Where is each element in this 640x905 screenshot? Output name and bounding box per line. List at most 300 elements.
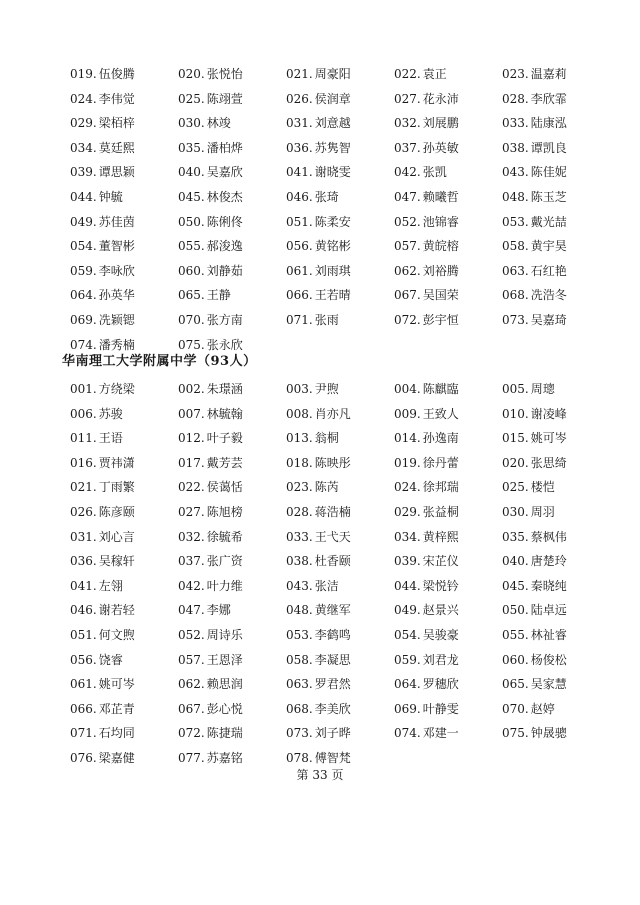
entry-name: 苏佳茵	[98, 214, 135, 229]
entry-name: 张雨	[314, 312, 339, 327]
entry-number: 064.	[394, 677, 421, 692]
entry-name: 温嘉莉	[530, 67, 567, 81]
list-item	[394, 259, 502, 284]
list-item	[178, 136, 286, 161]
entry-number: 042.	[394, 165, 421, 180]
entry-name: 黄继军	[314, 603, 351, 618]
list-item	[394, 160, 502, 185]
entry-number: 067.	[394, 288, 421, 303]
entry-name: 吴嘉欣	[206, 165, 243, 180]
entry-number: 010.	[502, 406, 529, 421]
entry-number: 055.	[502, 627, 529, 642]
entry-number: 033.	[502, 116, 529, 131]
entry-name: 肖亦凡	[314, 406, 351, 421]
entry-name: 楼恺	[530, 480, 555, 495]
entry-number: 075.	[502, 726, 529, 741]
entry-name: 杨俊松	[530, 652, 567, 667]
list-item	[502, 623, 610, 648]
entry-number: 039.	[70, 165, 97, 180]
list-item	[178, 111, 286, 136]
list-item	[394, 549, 502, 574]
entry-number: 016.	[70, 455, 97, 470]
entry-number: 014.	[394, 431, 421, 446]
entry-number: 017.	[178, 455, 205, 470]
entry-number: 032.	[394, 116, 421, 131]
list-item	[70, 574, 178, 599]
entry-name: 尹煦	[314, 382, 339, 396]
list-item	[394, 672, 502, 697]
entry-number: 077.	[178, 750, 205, 765]
list-item	[178, 160, 286, 185]
entry-name: 谢凌峰	[530, 406, 567, 421]
entry-name: 黄梓熙	[422, 529, 459, 544]
entry-name: 叶静雯	[422, 701, 459, 716]
entry-number: 041.	[286, 165, 313, 180]
entry-number: 073.	[502, 312, 529, 327]
entry-name: 陈佳妮	[530, 165, 567, 180]
entry-number: 041.	[70, 578, 97, 593]
entry-name: 陈麒臨	[422, 382, 459, 396]
entry-number: 022.	[178, 480, 205, 495]
entry-name: 苏嘉铭	[206, 750, 243, 765]
list-item	[394, 697, 502, 722]
entry-number: 051.	[70, 627, 97, 642]
entry-name: 钟晟骢	[530, 726, 567, 741]
entry-number: 031.	[286, 116, 313, 131]
list-item	[502, 136, 610, 161]
list-item	[502, 721, 610, 746]
list-item	[286, 475, 394, 500]
entry-name: 吴国荣	[422, 288, 459, 303]
entry-name: 石红艳	[530, 263, 567, 278]
entry-number: 003.	[286, 382, 313, 396]
entry-name: 丁雨繁	[98, 480, 135, 495]
list-item	[502, 475, 610, 500]
entry-name: 王致人	[422, 406, 459, 421]
entry-name: 赖思润	[206, 677, 243, 692]
entry-name: 王语	[98, 431, 123, 446]
list-item	[286, 697, 394, 722]
entry-name: 刘展鹏	[422, 116, 459, 131]
entry-name: 吴稼轩	[98, 554, 135, 569]
entry-name: 陈柔安	[314, 214, 351, 229]
entry-number: 002.	[178, 382, 205, 396]
entry-name: 梁悦钤	[422, 578, 459, 593]
list-item	[70, 697, 178, 722]
entry-number: 059.	[70, 263, 97, 278]
entry-number: 075.	[178, 337, 205, 352]
entry-number: 064.	[70, 288, 97, 303]
entry-number: 032.	[178, 529, 205, 544]
entry-name: 唐楚玲	[530, 554, 567, 569]
list-item	[286, 87, 394, 112]
entry-name: 翁桐	[314, 431, 339, 446]
list-item	[286, 598, 394, 623]
entry-name: 杜香颐	[314, 554, 351, 569]
entry-number: 065.	[502, 677, 529, 692]
entry-name: 陈捷瑞	[206, 726, 243, 741]
entry-number: 052.	[394, 214, 421, 229]
list-item	[502, 185, 610, 210]
entry-name: 何文煦	[98, 627, 135, 642]
list-item	[502, 451, 610, 476]
entry-name: 吴嘉琦	[530, 312, 567, 327]
entry-name: 刘心言	[98, 529, 135, 544]
entry-name: 叶力维	[206, 578, 243, 593]
list-item	[70, 283, 178, 308]
entry-name: 梁栢梓	[98, 116, 135, 131]
entry-number: 027.	[178, 504, 205, 519]
entry-name: 周诗乐	[206, 627, 243, 642]
entry-number: 027.	[394, 91, 421, 106]
entry-number: 066.	[286, 288, 313, 303]
entry-name: 孙英敏	[422, 140, 459, 155]
entry-name: 苏骏	[98, 406, 123, 421]
list-item	[502, 62, 610, 87]
entry-name: 张思绮	[530, 455, 567, 470]
list-item	[70, 111, 178, 136]
list-item	[70, 160, 178, 185]
entry-number: 022.	[394, 67, 421, 81]
list-item	[178, 185, 286, 210]
list-item	[394, 234, 502, 259]
entry-name: 钟毓	[98, 189, 123, 204]
entry-number: 048.	[502, 189, 529, 204]
entry-name: 吴家慧	[530, 677, 567, 692]
entry-number: 072.	[394, 312, 421, 327]
list-item	[394, 62, 502, 87]
list-item	[286, 574, 394, 599]
list-item	[394, 623, 502, 648]
entry-name: 陈玉芝	[530, 189, 567, 204]
list-item	[70, 87, 178, 112]
entry-name: 潘柏烨	[206, 140, 243, 155]
list-item	[502, 426, 610, 451]
entry-number: 024.	[394, 480, 421, 495]
entry-name: 王弋天	[314, 529, 351, 544]
list-item	[502, 259, 610, 284]
list-item	[286, 525, 394, 550]
entry-name: 董智彬	[98, 239, 135, 254]
entry-name: 宋芷仪	[422, 554, 459, 569]
entry-number: 039.	[394, 554, 421, 569]
entry-number: 008.	[286, 406, 313, 421]
entry-name: 刘静茹	[206, 263, 243, 278]
entry-number: 026.	[70, 504, 97, 519]
list-item	[178, 426, 286, 451]
list-item	[286, 259, 394, 284]
entry-name: 徐丹蕾	[422, 455, 459, 470]
entry-name: 林祉睿	[530, 627, 567, 642]
entry-number: 001.	[70, 382, 97, 396]
entry-name: 周璁	[530, 382, 555, 396]
list-item	[70, 185, 178, 210]
list-item	[286, 402, 394, 427]
entry-name: 陆康泓	[530, 116, 567, 131]
entry-name: 赵景兴	[422, 603, 459, 618]
list-item	[178, 308, 286, 333]
entry-name: 李凝思	[314, 652, 351, 667]
entry-number: 040.	[178, 165, 205, 180]
entry-name: 郝浚逸	[206, 239, 243, 254]
list-item	[286, 623, 394, 648]
list-item	[502, 377, 610, 402]
list-item	[70, 549, 178, 574]
page-number: 第 33 页	[296, 768, 344, 782]
entry-name: 罗君然	[314, 677, 351, 692]
entry-name: 伍俊腾	[98, 67, 135, 81]
entry-name: 赖曦哲	[422, 189, 459, 204]
entry-number: 056.	[286, 239, 313, 254]
entry-number: 065.	[178, 288, 205, 303]
entry-name: 姚可岑	[98, 677, 135, 692]
entry-number: 029.	[394, 504, 421, 519]
entry-number: 069.	[70, 312, 97, 327]
entry-name: 罗穗欣	[422, 677, 459, 692]
entry-name: 谭凯良	[530, 140, 567, 155]
entry-name: 侯润章	[314, 91, 351, 106]
name-list-school	[70, 377, 610, 771]
entry-number: 043.	[502, 165, 529, 180]
entry-number: 035.	[502, 529, 529, 544]
entry-name: 王静	[206, 288, 231, 303]
list-item	[178, 697, 286, 722]
entry-number: 019.	[70, 67, 97, 81]
entry-name: 张益桐	[422, 504, 459, 519]
entry-number: 051.	[286, 214, 313, 229]
list-item	[178, 500, 286, 525]
list-item	[70, 234, 178, 259]
list-item	[178, 623, 286, 648]
list-item	[178, 475, 286, 500]
entry-name: 刘雨琪	[314, 263, 351, 278]
entry-number: 058.	[286, 652, 313, 667]
entry-number: 009.	[394, 406, 421, 421]
entry-name: 黄皖榕	[422, 239, 459, 254]
list-item	[502, 308, 610, 333]
entry-name: 贾祎潇	[98, 455, 135, 470]
entry-number: 050.	[502, 603, 529, 618]
entry-name: 叶子毅	[206, 431, 243, 446]
entry-number: 021.	[286, 67, 313, 81]
list-item	[178, 549, 286, 574]
list-item	[286, 648, 394, 673]
list-item	[394, 402, 502, 427]
list-item	[178, 721, 286, 746]
entry-number: 025.	[178, 91, 205, 106]
entry-number: 053.	[286, 627, 313, 642]
entry-name: 张悦怡	[206, 67, 243, 81]
entry-number: 063.	[502, 263, 529, 278]
entry-name: 谢若轻	[98, 603, 135, 618]
entry-number: 042.	[178, 578, 205, 593]
list-item	[178, 377, 286, 402]
entry-name: 冼浩冬	[530, 288, 567, 303]
entry-number: 045.	[178, 189, 205, 204]
list-item	[70, 721, 178, 746]
entry-name: 石均同	[98, 726, 135, 741]
entry-number: 068.	[286, 701, 313, 716]
entry-name: 林毓翰	[206, 406, 243, 421]
entry-number: 054.	[394, 627, 421, 642]
entry-number: 006.	[70, 406, 97, 421]
entry-number: 068.	[502, 288, 529, 303]
list-item	[502, 574, 610, 599]
entry-number: 072.	[178, 726, 205, 741]
list-item	[286, 721, 394, 746]
entry-number: 043.	[286, 578, 313, 593]
list-item	[70, 525, 178, 550]
list-item	[502, 234, 610, 259]
entry-number: 031.	[70, 529, 97, 544]
entry-number: 055.	[178, 239, 205, 254]
entry-number: 061.	[286, 263, 313, 278]
entry-number: 012.	[178, 431, 205, 446]
list-item	[394, 574, 502, 599]
list-item	[70, 672, 178, 697]
entry-name: 谢晓雯	[314, 165, 351, 180]
entry-number: 071.	[286, 312, 313, 327]
entry-number: 052.	[178, 627, 205, 642]
entry-number: 020.	[502, 455, 529, 470]
entry-name: 彭宇恒	[422, 312, 459, 327]
list-item	[394, 136, 502, 161]
entry-number: 007.	[178, 406, 205, 421]
entry-number: 013.	[286, 431, 313, 446]
entry-name: 陈芮	[314, 480, 339, 495]
list-item	[286, 283, 394, 308]
entry-number: 058.	[502, 239, 529, 254]
entry-name: 方绕梁	[98, 382, 135, 396]
entry-name: 张永欣	[206, 337, 243, 352]
list-item	[394, 185, 502, 210]
list-item	[178, 648, 286, 673]
entry-number: 028.	[502, 91, 529, 106]
list-item	[502, 525, 610, 550]
entry-name: 黄铭彬	[314, 239, 351, 254]
list-item	[394, 475, 502, 500]
entry-name: 陈俐佟	[206, 214, 243, 229]
list-item	[70, 598, 178, 623]
entry-number: 048.	[286, 603, 313, 618]
entry-name: 李欣霏	[530, 91, 567, 106]
list-item	[394, 308, 502, 333]
entry-number: 026.	[286, 91, 313, 106]
list-item	[178, 259, 286, 284]
list-item	[178, 234, 286, 259]
entry-name: 徐毓希	[206, 529, 243, 544]
list-item	[286, 377, 394, 402]
entry-number: 036.	[286, 140, 313, 155]
entry-number: 050.	[178, 214, 205, 229]
list-item	[286, 451, 394, 476]
entry-name: 姚可岑	[530, 431, 567, 446]
entry-number: 062.	[178, 677, 205, 692]
list-item	[286, 500, 394, 525]
entry-number: 074.	[70, 337, 97, 352]
entry-name: 邓建一	[422, 726, 459, 741]
entry-name: 徐邦瑞	[422, 480, 459, 495]
entry-name: 冼颖锶	[98, 312, 135, 327]
entry-number: 070.	[502, 701, 529, 716]
entry-number: 035.	[178, 140, 205, 155]
entry-name: 林竣	[206, 116, 231, 131]
entry-name: 池锦睿	[422, 214, 459, 229]
list-item	[394, 111, 502, 136]
list-item	[502, 283, 610, 308]
list-item	[394, 210, 502, 235]
entry-number: 040.	[502, 554, 529, 569]
list-item	[394, 500, 502, 525]
entry-name: 黄宇昊	[530, 239, 567, 254]
entry-name: 李伟觉	[98, 91, 135, 106]
entry-name: 陈翊萱	[206, 91, 243, 106]
list-item	[178, 672, 286, 697]
entry-number: 005.	[502, 382, 529, 396]
list-item	[286, 672, 394, 697]
entry-name: 戴光喆	[530, 214, 567, 229]
entry-number: 057.	[178, 652, 205, 667]
entry-number: 019.	[394, 455, 421, 470]
list-item	[286, 308, 394, 333]
entry-name: 侯蔼恬	[206, 480, 243, 495]
list-item	[70, 62, 178, 87]
list-item	[394, 598, 502, 623]
list-item	[70, 648, 178, 673]
list-item	[286, 62, 394, 87]
entry-number: 028.	[286, 504, 313, 519]
list-item	[70, 402, 178, 427]
list-item	[502, 648, 610, 673]
entry-number: 067.	[178, 701, 205, 716]
entry-name: 花永沛	[422, 91, 459, 106]
list-item	[502, 402, 610, 427]
entry-number: 011.	[70, 431, 97, 446]
list-item	[394, 451, 502, 476]
list-item	[178, 574, 286, 599]
entry-number: 018.	[286, 455, 313, 470]
list-item	[70, 451, 178, 476]
entry-number: 071.	[70, 726, 97, 741]
list-item	[178, 283, 286, 308]
entry-name: 苏隽智	[314, 140, 351, 155]
entry-number: 029.	[70, 116, 97, 131]
entry-name: 刘君龙	[422, 652, 459, 667]
entry-number: 062.	[394, 263, 421, 278]
list-item	[70, 500, 178, 525]
entry-number: 047.	[394, 189, 421, 204]
list-item	[286, 426, 394, 451]
entry-name: 张琦	[314, 189, 339, 204]
entry-name: 刘意越	[314, 116, 351, 131]
entry-name: 陈旭榜	[206, 504, 243, 519]
entry-name: 张凯	[422, 165, 447, 180]
entry-number: 037.	[394, 140, 421, 155]
entry-name: 孙逸南	[422, 431, 459, 446]
entry-number: 036.	[70, 554, 97, 569]
list-item	[286, 136, 394, 161]
list-item	[286, 210, 394, 235]
list-item	[286, 549, 394, 574]
entry-number: 025.	[502, 480, 529, 495]
entry-name: 蒋浩楠	[314, 504, 351, 519]
list-item	[70, 210, 178, 235]
list-item	[394, 377, 502, 402]
entry-name: 彭心悦	[206, 701, 243, 716]
entry-name: 朱璟涵	[206, 382, 243, 396]
list-item	[394, 525, 502, 550]
list-item	[286, 111, 394, 136]
